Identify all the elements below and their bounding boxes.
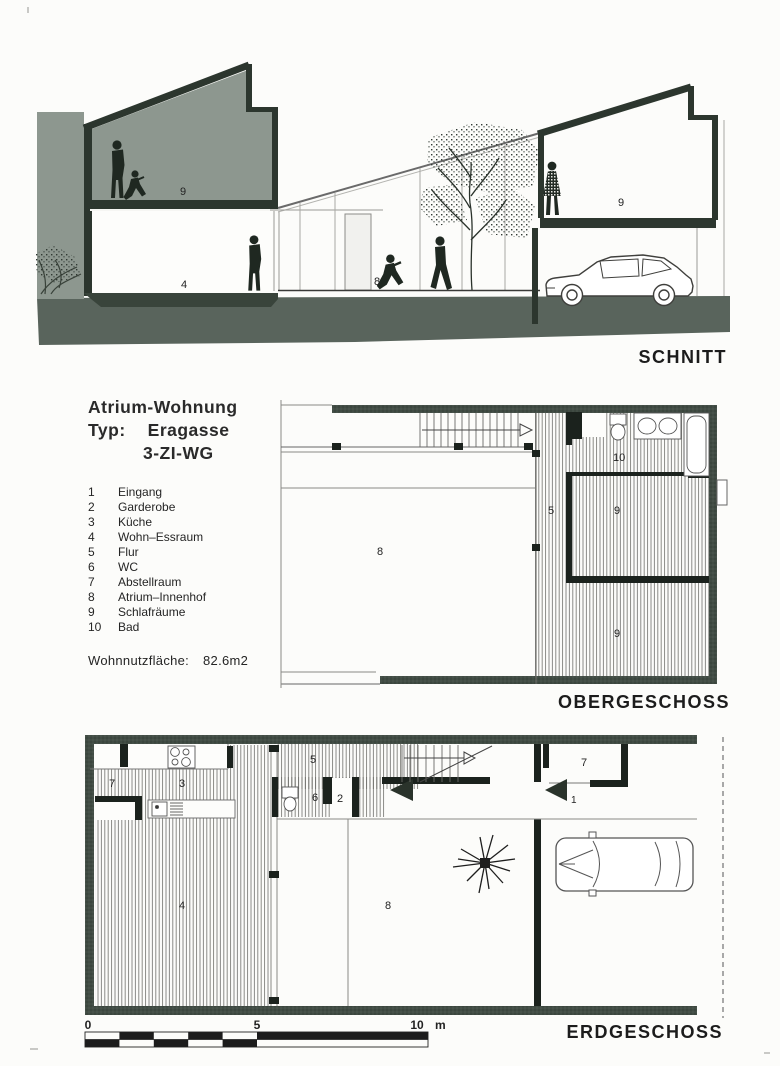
room-label-atrium: 8: [374, 276, 381, 288]
top-outer-wall: [85, 735, 697, 744]
typ-label: Typ:: [88, 420, 126, 440]
legend-item: 9 Schlafräume: [88, 605, 186, 619]
room-label-bed-top: 9: [614, 505, 621, 517]
left-upper-right-wall: [272, 110, 278, 203]
corridor-wall: [566, 412, 572, 445]
legend-item: 1 Eingang: [88, 485, 163, 499]
atrium-tree-foliage-right: [475, 188, 535, 238]
room-label-bed-right: 9: [618, 197, 625, 209]
door-post: [332, 443, 341, 450]
window-bay: [717, 480, 727, 505]
project-title-line2: [88, 419, 278, 442]
room-label-bed-left: 9: [180, 186, 187, 198]
atrium-door: [345, 214, 371, 290]
room-label-storage-right: 7: [581, 757, 588, 769]
scan-artifact: [27, 7, 29, 13]
legend-item: 2 Garderobe: [88, 500, 176, 514]
stair-arrow: [464, 752, 475, 764]
right-roof-slope: [538, 87, 691, 134]
scan-artifact: [30, 1048, 38, 1050]
project-title-line1: Atrium-Wohnung: [88, 397, 238, 417]
room-label-living: 4: [179, 900, 186, 912]
carport-wall-upper: [534, 744, 541, 782]
glazing-post: [269, 871, 279, 878]
scale-tick-10: 10: [410, 1018, 424, 1032]
room-label-wc: 6: [312, 792, 319, 804]
title-block: [88, 396, 278, 465]
atrium-tree-foliage: [427, 122, 540, 194]
legend: [88, 485, 278, 635]
storage-door-post: [120, 744, 128, 767]
legend-item: 10 Bad: [88, 620, 140, 634]
section-caption: SCHNITT: [638, 347, 727, 367]
entrance-arrow: [545, 779, 567, 801]
car-top-view: [556, 832, 693, 896]
typ-value: Eragasse: [147, 420, 230, 440]
glazing-post: [532, 544, 540, 551]
foundation: [84, 293, 278, 307]
corridor-wall: [566, 472, 572, 580]
bathtub: [684, 413, 709, 476]
legend-item: 4 Wohn–Essraum: [88, 530, 204, 544]
island-wall-stub: [135, 796, 142, 820]
storage-bottom-wall: [590, 780, 628, 787]
storage-floor-white: [95, 802, 135, 820]
right-floor-slab: [540, 218, 716, 228]
scan-artifact: [764, 1052, 770, 1054]
project-title-line3: 3-ZI-WG: [143, 443, 214, 463]
wc-wall: [272, 777, 278, 817]
double-sink: [634, 413, 681, 439]
carport-column: [532, 228, 538, 324]
slab-gap-line: [540, 228, 716, 230]
stair-hall-wall: [382, 777, 490, 784]
right-roof-ledge: [688, 115, 718, 120]
bottom-outer-wall: [380, 676, 717, 684]
woman-figure: [543, 162, 561, 215]
legend-item: 6 WC: [88, 560, 138, 574]
room-label-atrium: 8: [385, 900, 392, 912]
stair-arrow: [520, 424, 532, 436]
legend-item: 5 Flur: [88, 545, 139, 559]
scale-tick-0: 0: [84, 1018, 92, 1032]
door-post: [524, 443, 533, 450]
room-label-entrance: 1: [571, 795, 577, 806]
stove: [168, 746, 195, 768]
glazing-post: [269, 745, 279, 752]
room-label-bath: 10: [613, 452, 626, 464]
wardrobe-wall-right: [352, 777, 359, 817]
upper-floor-caption: OBERGESCHOSS: [557, 692, 730, 712]
left-roof-step: [246, 64, 252, 110]
bottom-outer-wall: [85, 1006, 697, 1015]
right-left-wall: [538, 133, 544, 218]
kitchen-counter-strip: [90, 743, 228, 769]
room-label-bed-bottom: 9: [614, 628, 621, 640]
right-parapet-wall: [712, 120, 718, 220]
tree-trunk-plan: [480, 858, 490, 868]
section-drawing: [35, 38, 735, 373]
bath-door-post: [572, 412, 582, 439]
room-label-living: 4: [181, 279, 188, 291]
glazing-post: [532, 450, 540, 457]
slab-gap-line: [90, 209, 278, 211]
ground-floor-caption: ERDGESCHOSS: [566, 1022, 723, 1042]
area-value: 82.6m2: [203, 653, 249, 668]
room-label-hall: 5: [548, 505, 555, 517]
right-outer-wall: [709, 405, 717, 684]
stair-diagonal: [420, 746, 492, 782]
glazing-post: [269, 997, 279, 1004]
area-label: Wohnnutzfläche:: [88, 653, 190, 668]
floor-slab: [90, 200, 278, 209]
area-note: [88, 653, 248, 668]
bedroom-partition: [566, 576, 709, 583]
room-label-kitchen: 3: [179, 778, 186, 790]
top-outer-wall: [332, 405, 717, 413]
carport-wall-lower: [534, 819, 541, 1006]
legend-item: 7 Abstellraum: [88, 575, 182, 589]
upper-floor-plan: [276, 396, 740, 696]
kitchen-wall-stub: [227, 746, 233, 768]
ground-floor-plan: [80, 731, 748, 1053]
scale-bar: [85, 1018, 446, 1047]
room-label-storage-left: 7: [109, 778, 116, 790]
left-outer-wall: [85, 744, 94, 1006]
atrium-tree-foliage-low: [420, 184, 467, 226]
room-label-hall: 5: [310, 754, 317, 766]
room-label-wardrobe: 2: [337, 793, 344, 805]
legend-item: 3 Küche: [88, 515, 153, 529]
toilet: [610, 414, 626, 440]
scale-tick-5: 5: [253, 1018, 261, 1032]
door-post: [454, 443, 463, 450]
room-label-atrium: 8: [377, 546, 384, 558]
storage-door-post: [543, 744, 549, 768]
storage-partition: [95, 796, 142, 802]
scale-unit: m: [435, 1018, 446, 1032]
legend-item: 8 Atrium–Innenhof: [88, 590, 207, 604]
bath-door-swing: [582, 413, 605, 437]
wardrobe-wall-left: [323, 777, 332, 804]
right-roof-step: [688, 86, 694, 118]
